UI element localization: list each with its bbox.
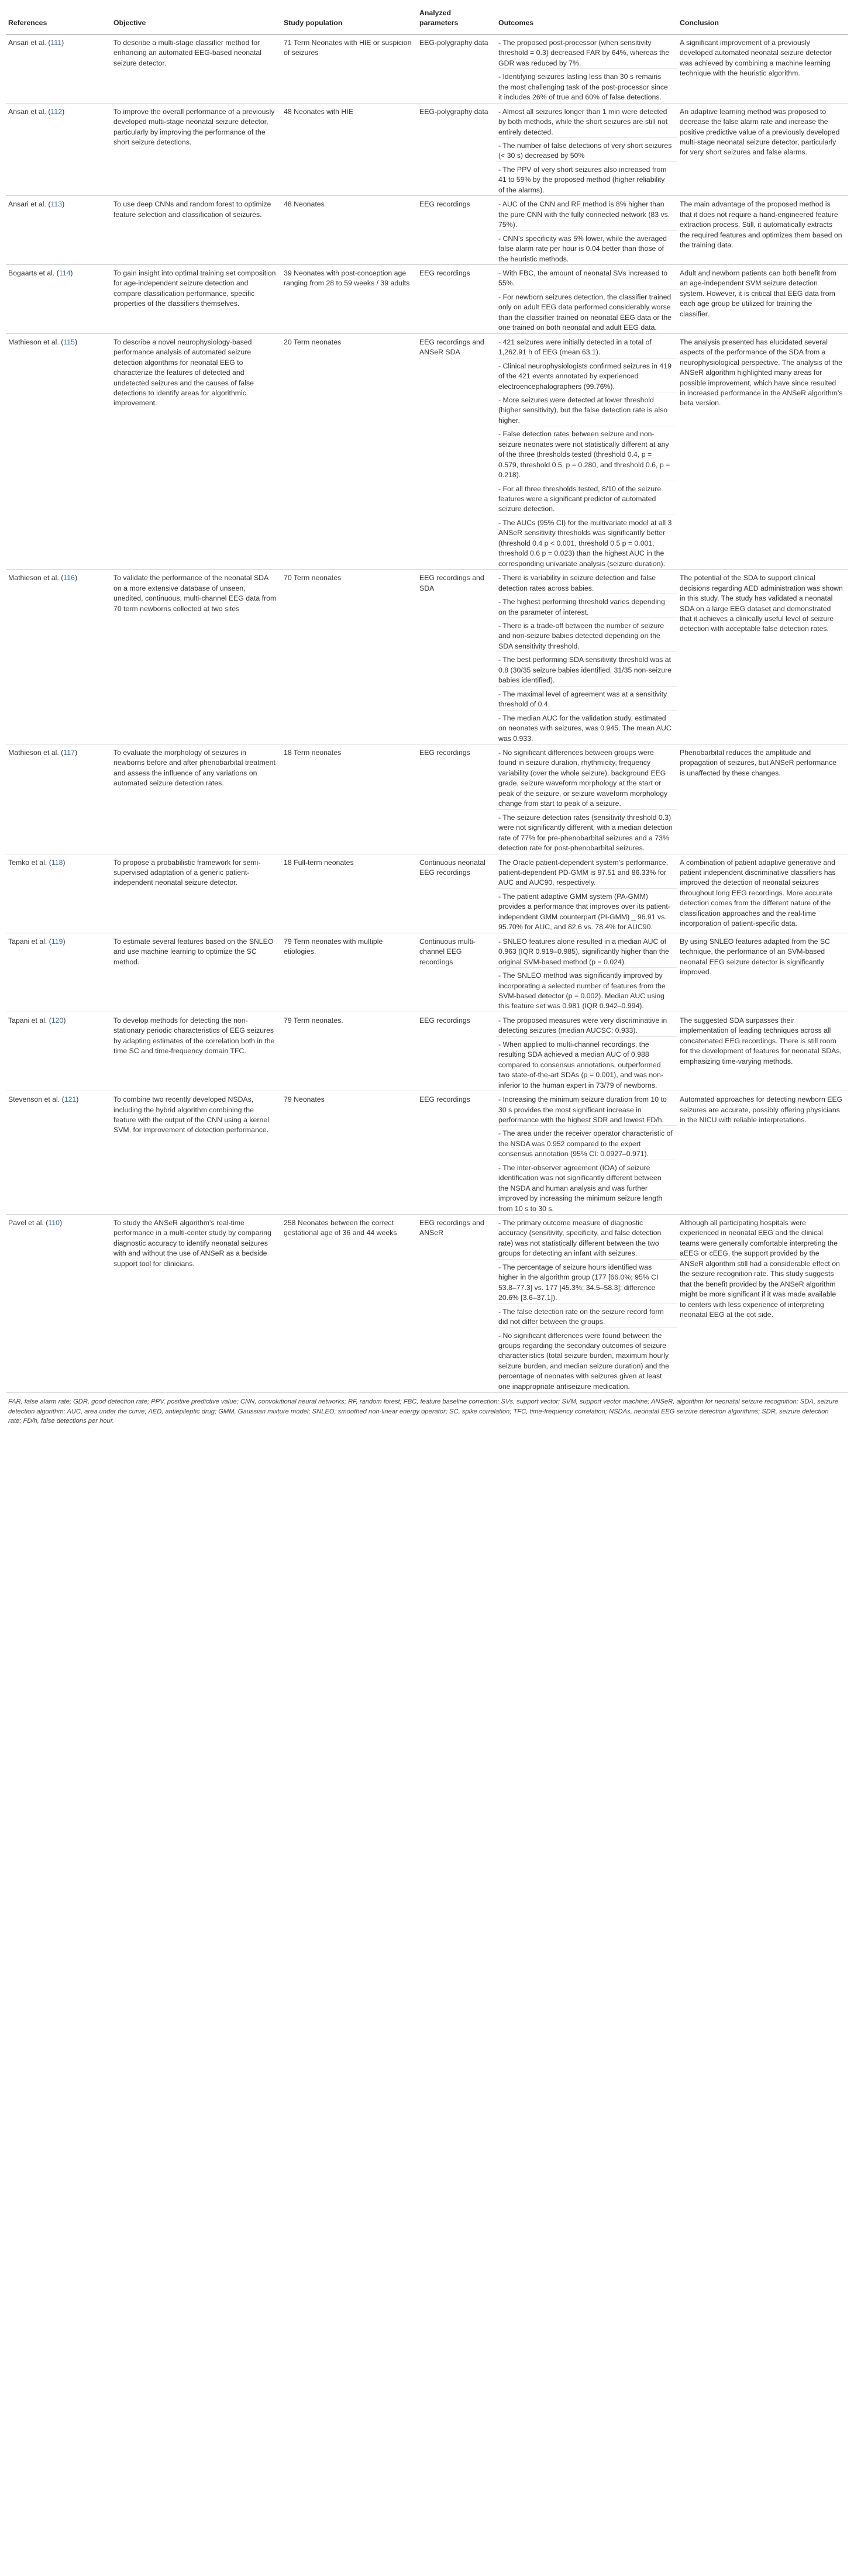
cell-outcome: - For newborn seizures detection, the classifier trained only on adult EEG data performed considerably worse than the classifier trained on neonatal EEG data or the one trained on both neonatal and adult EEG data. xyxy=(496,289,677,333)
cell-outcome: - The proposed measures were very discriminative in detecting seizures (median AUCSC: 0.933). xyxy=(496,1012,677,1036)
reference-link[interactable]: 117 xyxy=(63,749,75,757)
cell-outcome: - The highest performing threshold varies depending on the parameter of interest. xyxy=(496,594,677,618)
cell-population: 79 Term neonates. xyxy=(281,1012,417,1091)
cell-parameters: EEG recordings xyxy=(417,744,496,854)
reference-author: Stevenson et al. xyxy=(8,1095,60,1104)
table-row xyxy=(6,933,848,967)
cell-outcome: - 421 seizures were initially detected in a total of 1,262.91 h of EEG (mean 63.1). xyxy=(496,333,677,358)
cell-population: 79 Neonates xyxy=(281,1091,417,1215)
cell-conclusion: Automated approaches for detecting newborn EEG seizures are accurate, possibly offering physicians in the NICU with reliable interpretations. xyxy=(677,1091,848,1215)
cell-conclusion: The analysis presented has elucidated several aspects of the performance of the SDA from a neurophysiological perspective. The analysis of the ANSeR algorithm highlighted many areas for possible improvement, which have since resulted in increased performance in the ANSeR algorithm's beta version. xyxy=(677,333,848,570)
cell-conclusion: Adult and newborn patients can both benefit from an age-independent SVM seizure detection system. However, it is critical that EEG data from each age group be utilized for training the classifier. xyxy=(677,264,848,333)
cell-objective: To develop methods for detecting the non-stationary periodic characteristics of EEG seizures by adapting estimates of the correlation both in the time SC and time-frequency domain TFC. xyxy=(111,1012,281,1091)
cell-parameters: Continuous neonatal EEG recordings xyxy=(417,854,496,933)
reference-author: Mathieson et al. xyxy=(8,749,59,757)
cell-conclusion: The main advantage of the proposed method is that it does not require a hand-engineered feature extraction process. Still, it automatically extracts the required features and optimizes them based on the training data. xyxy=(677,196,848,265)
cell-outcome: - More seizures were detected at lower threshold (higher sensitivity), but the false detection rate is also higher. xyxy=(496,392,677,426)
cell-outcome: - For all three thresholds tested, 8/10 of the seizure features were a significant predictor of automated seizure detection. xyxy=(496,481,677,515)
cell-outcome: - AUC of the CNN and RF method is 8% higher than the pure CNN with the fully connected network (83 vs. 75%). xyxy=(496,196,677,230)
cell-objective: To validate the performance of the neonatal SDA on a more extensive database of unseen, unedited, continuous, multi-channel EEG data from 70 term newborns collected at two sites xyxy=(111,570,281,744)
reference-link[interactable]: 119 xyxy=(51,937,63,946)
cell-population: 48 Neonates with HIE xyxy=(281,103,417,196)
table-row xyxy=(6,333,848,358)
cell-conclusion: Phenobarbital reduces the amplitude and propagation of seizures, but ANSeR performance is unaffected by these changes. xyxy=(677,744,848,854)
cell-reference: Tapani et al. (119) xyxy=(6,933,111,1012)
table-row xyxy=(6,570,848,594)
cell-reference: Bogaarts et al. (114) xyxy=(6,264,111,333)
header-outcomes: Outcomes xyxy=(496,6,677,34)
cell-outcome: - The area under the receiver operator characteristic of the NSDA was 0.952 compared to the expert consensus annotation (95% CI: 0.0927–0.971). xyxy=(496,1126,677,1160)
cell-population: 48 Neonates xyxy=(281,196,417,265)
cell-outcome: - Identifying seizures lasting less than 30 s remains the most challenging task of the post-processor since it includes 26% of true and 60% of false detections. xyxy=(496,69,677,103)
table-row xyxy=(6,34,848,68)
reference-author: Ansari et al. xyxy=(8,38,46,47)
reference-link[interactable]: 120 xyxy=(51,1016,64,1025)
cell-population: 71 Term Neonates with HIE or suspicion of seizures xyxy=(284,38,412,57)
cell-parameters: EEG recordings xyxy=(417,1012,496,1091)
table-row xyxy=(6,1091,848,1126)
reference-author: Pavel et al. xyxy=(8,1219,44,1227)
cell-conclusion: The potential of the SDA to support clinical decisions regarding AED administration was shown in this study. The study has validated a neonatal SDA on a large EEG dataset and demonstrated that it achieves a clinically useful level of seizure detection with acceptable false detection rates. xyxy=(677,570,848,744)
cell-outcome: - False detection rates between seizure and non-seizure neonates were not statistically different at any of the three thresholds tested (threshold 0.4, p = 0.579, threshold 0.5, p = 0.280, and threshold 0.6, p = 0.218). xyxy=(496,426,677,481)
table-row xyxy=(6,196,848,230)
cell-objective: To propose a probabilistic framework for semi-supervised adaptation of a generic patient-independent neonatal seizure detector. xyxy=(111,854,281,933)
reference-author: Mathieson et al. xyxy=(8,574,59,582)
cell-parameters: EEG recordings xyxy=(417,264,496,333)
cell-outcome: - No significant differences were found between the groups regarding the secondary outcomes of seizure characteristics (total seizure burden, maximum hourly seizure burden, and median seizure duration) and the percentage of neonates with seizures given at least one inappropriate antiseizure medication. xyxy=(496,1327,677,1392)
cell-outcome: - SNLEO features alone resulted in a median AUC of 0.963 (IQR 0.919–0.985), significantly higher than the original SVM-based method (p = 0.024). xyxy=(496,933,677,967)
reference-link[interactable]: 113 xyxy=(50,200,63,209)
cell-outcome: - When applied to multi-channel recordings, the resulting SDA achieved a median AUC of 0.988 compared to consensus annotations, outperformed two state-of-the-art SDAs (p = 0.001), and was non-inferior to the human expert in 73/79 of newborns. xyxy=(496,1036,677,1091)
reference-author: Ansari et al. xyxy=(8,200,46,209)
cell-outcome: - The proposed post-processor (when sensitivity threshold = 0.3) decreased FAR by 64%, whereas the GDR was reduced by 7%. xyxy=(498,38,670,67)
header-analyzed-parameters: Analyzed parameters xyxy=(417,6,496,34)
reference-link[interactable]: 121 xyxy=(64,1095,77,1104)
cell-outcome: - The AUCs (95% CI) for the multivariate model at all 3 ANSeR sensitivity thresholds was significantly better (threshold 0.4 p < 0.001, threshold 0.5 p = 0.001, threshold 0.6 p = 0.023) than the highest AUC in the corresponding univariate analysis (seizure duration). xyxy=(496,515,677,569)
cell-outcome: - Increasing the minimum seizure duration from 10 to 30 s provides the most significant increase in performance with the highest SDR and lowest FD/h. xyxy=(496,1091,677,1126)
reference-link[interactable]: 115 xyxy=(63,337,75,346)
cell-parameters: EEG-polygraphy data xyxy=(417,103,496,196)
cell-outcome: - There is variability in seizure detection and false detection rates across babies. xyxy=(496,570,677,594)
header-study-population: Study population xyxy=(281,6,417,34)
reference-author: Ansari et al. xyxy=(8,107,46,116)
cell-outcome: - CNN's specificity was 5% lower, while the averaged false alarm rate per hour is 0.04 better than those of the heuristic methods. xyxy=(496,230,677,264)
reference-link[interactable]: 116 xyxy=(63,574,75,582)
cell-outcome: - Almost all seizures longer than 1 min were detected by both methods, while the short seizures are still not entirely detected. xyxy=(496,103,677,137)
cell-population: 258 Neonates between the correct gestational age of 36 and 44 weeks xyxy=(281,1215,417,1392)
cell-population: 79 Term neonates with multiple etiologies. xyxy=(281,933,417,1012)
cell-objective: To evaluate the morphology of seizures in newborns before and after phenobarbital treatment and assess the influence of any variations on automated seizure detection rates. xyxy=(111,744,281,854)
cell-conclusion: The suggested SDA surpasses their implementation of leading techniques across all concatenated EEG recordings. There is still room for the development of features for neonatal SDAs, emphasizing time-varying methods. xyxy=(677,1012,848,1091)
cell-parameters: EEG recordings and SDA xyxy=(417,570,496,744)
cell-outcome: - With FBC, the amount of neonatal SVs increased to 55%. xyxy=(496,264,677,289)
cell-parameters: EEG recordings xyxy=(417,196,496,265)
header-conclusion: Conclusion xyxy=(677,6,848,34)
cell-outcome: - The percentage of seizure hours identified was higher in the algorithm group (177 [66.0%; 95% CI 53.8–77.3] vs. 177 [45.3%; 34.5–58.3]; difference 20.6% [3.6–37.1]). xyxy=(496,1259,677,1303)
table-body xyxy=(6,34,848,1392)
cell-objective: To estimate several features based on the SNLEO and use machine learning to optimize the SC method. xyxy=(111,933,281,1012)
cell-reference: Ansari et al. (113) xyxy=(6,196,111,265)
cell-outcome: - The patient adaptive GMM system (PA-GMM) provides a performance that improves over its patient-independent GMM counterpart (PI-GMM) _ 96.91 vs. 95.70% for AUC, and 82.6 vs. 78.4% for AUC90. xyxy=(496,888,677,933)
cell-reference: Mathieson et al. (117) xyxy=(6,744,111,854)
table-row xyxy=(6,744,848,810)
cell-outcome: - Clinical neurophysiologists confirmed seizures in 419 of the 421 events annotated by experienced electroencephalographers (99.76%). xyxy=(496,358,677,392)
cell-parameters: EEG recordings and ANSeR SDA xyxy=(417,333,496,570)
cell-objective: To describe a novel neurophysiology-based performance analysis of automated seizure detection algorithms for neonatal EEG to characterize the features of detected and undetected seizures and the causes of false detections to identify areas for algorithmic improvement. xyxy=(111,333,281,570)
cell-outcome: - The PPV of very short seizures also increased from 41 to 59% by the proposed method (higher reliability of the alarms). xyxy=(496,161,677,195)
cell-reference: Ansari et al. (111) xyxy=(8,38,64,47)
cell-objective: To study the ANSeR algorithm's real-time performance in a multi-center study by comparing diagnostic accuracy to identify neonatal seizures with and without the use of ANSeR as a bedside support tool for clinicians. xyxy=(111,1215,281,1392)
cell-outcome: - The median AUC for the validation study, estimated on neonates with seizures, was 0.945. The mean AUC was 0.933. xyxy=(496,710,677,744)
cell-reference: Temko et al. (118) xyxy=(6,854,111,933)
reference-link[interactable]: 110 xyxy=(48,1219,60,1227)
cell-conclusion: A combination of patient adaptive generative and patient independent discriminative classifiers has improved the detection of neonatal seizures throughout long EEG recordings. More accurate detection comes from the different nature of the classification approaches and the real-time incorporation of patient-specific data. xyxy=(677,854,848,933)
cell-conclusion: A significant improvement of a previously developed automated neonatal seizure detector was achieved by combining a machine learning technique with the heuristic algorithm. xyxy=(680,38,832,78)
reference-link[interactable]: 114 xyxy=(58,268,71,277)
reference-link[interactable]: 111 xyxy=(50,38,62,47)
table-footnote: FAR, false alarm rate; GDR, good detection rate; PPV, positive predictive value; CNN, convolutional neural networks; RF, random forest; FBC, feature baseline correction; SVs, support vector; SVM, support vector machine; ANSeR, algorithm for neonatal seizure recognition; SDA, seizure detection algorithm; AUC, area under the curve; AED, antiepileptic drug; GMM, Gaussian mixture model; SNLEO, smoothed non-linear energy operator; SC, spike correlation; TFC, time-frequency correlation; NSDAs, neonatal EEG seizure detection algorithms; SDR, seizure detection rate; FD/h, false detections per hour. xyxy=(6,1392,848,1426)
reference-author: Temko et al. xyxy=(8,858,47,867)
cell-reference: Stevenson et al. (121) xyxy=(6,1091,111,1215)
reference-author: Tapani et al. xyxy=(8,1016,47,1025)
table-row xyxy=(6,264,848,289)
cell-population: 39 Neonates with post-conception age ranging from 28 to 59 weeks / 39 adults xyxy=(281,264,417,333)
table-row xyxy=(6,103,848,137)
reference-author: Mathieson et al. xyxy=(8,337,59,346)
reference-link[interactable]: 118 xyxy=(51,858,63,867)
cell-conclusion: By using SNLEO features adapted from the SC technique, the performance of an SVM-based neonatal EEG seizure detector is significantly improved. xyxy=(677,933,848,1012)
cell-outcome: - The number of false detections of very short seizures (< 30 s) decreased by 50% xyxy=(496,137,677,161)
cell-reference: Ansari et al. (112) xyxy=(6,103,111,196)
cell-population: 20 Term neonates xyxy=(281,333,417,570)
cell-parameters: EEG recordings xyxy=(417,1091,496,1215)
cell-reference: Pavel et al. (110) xyxy=(6,1215,111,1392)
header-references: References xyxy=(6,6,111,34)
cell-population: 18 Full-term neonates xyxy=(281,854,417,933)
reference-author: Tapani et al. xyxy=(8,937,47,946)
cell-outcome: - The SNLEO method was significantly improved by incorporating a selected number of features from the SVM-based detector (p = 0.002). Median AUC using this feature set was 0.981 (IQR 0.942–0.994). xyxy=(496,968,677,1012)
cell-reference: Mathieson et al. (116) xyxy=(6,570,111,744)
table-header xyxy=(6,6,848,34)
cell-outcome: - The best performing SDA sensitivity threshold was at 0.8 (30/35 seizure babies identified, 31/35 non-seizure babies identified). xyxy=(496,652,677,686)
cell-objective: To use deep CNNs and random forest to optimize feature selection and classification of seizures. xyxy=(111,196,281,265)
table-row xyxy=(6,1012,848,1036)
cell-parameters: EEG recordings and ANSeR xyxy=(417,1215,496,1392)
studies-table xyxy=(6,6,848,1426)
cell-outcome: - The maximal level of agreement was at a sensitivity threshold of 0.4. xyxy=(496,686,677,710)
cell-conclusion: An adaptive learning method was proposed to decrease the false alarm rate and increase the positive predictive value of a previously developed multi-stage neonatal seizure detector, particularly for very short seizures and false alarms. xyxy=(677,103,848,196)
cell-outcome: - The inter-observer agreement (IOA) of seizure identification was not significantly different between the NSDA and human analysis and was further improved by increasing the minimum seizure length from 10 s to 30 s. xyxy=(496,1160,677,1214)
header-objective: Objective xyxy=(111,6,281,34)
table-row xyxy=(6,1215,848,1260)
cell-objective: To gain insight into optimal training set composition for age-independent seizure detection and compare classification performance, specific properties of the classifiers themselves. xyxy=(111,264,281,333)
cell-objective: To describe a multi-stage classifier method for enhancing an automated EEG-based neonatal seizure detector. xyxy=(113,38,261,67)
cell-reference: Mathieson et al. (115) xyxy=(6,333,111,570)
cell-outcome: - The false detection rate on the seizure record form did not differ between the groups. xyxy=(496,1303,677,1327)
cell-reference: Tapani et al. (120) xyxy=(6,1012,111,1091)
table-row xyxy=(6,854,848,888)
cell-objective: To improve the overall performance of a previously developed multi-stage neonatal seizure detector, particularly by improving the performance of the short seizure detections. xyxy=(111,103,281,196)
cell-parameters: Continuous multi-channel EEG recordings xyxy=(417,933,496,1012)
cell-outcome: - The seizure detection rates (sensitivity threshold 0.3) were not significantly different, with a median detection rate of 77% for pre-phenobarbital seizures and a 73% detection rate for post-phenobarbital seizures. xyxy=(496,809,677,854)
cell-outcome: The Oracle patient-dependent system's performance, patient-dependent PD-GMM is 97.51 and 86.33% for AUC and AUC90, respectively. xyxy=(496,854,677,888)
cell-outcome: - No significant differences between groups were found in seizure duration, rhythmicity, frequency variability (over the whole seizure), background EEG grade, seizure waveform morphology at the start or peak of the seizure, or seizure waveform morphology change from start to peak of a seizure. xyxy=(496,744,677,810)
reference-author: Bogaarts et al. xyxy=(8,268,55,277)
cell-outcome: - The primary outcome measure of diagnostic accuracy (sensitivity, specificity, and false detection rate) was not statistically different between the two groups for detecting an infant with seizures. xyxy=(496,1215,677,1260)
reference-link[interactable]: 112 xyxy=(50,107,63,116)
cell-conclusion: Although all participating hospitals were experienced in neonatal EEG and the clinical teams were generally comfortable interpreting the aEEG or cEEG, the support provided by the ANSeR algorithm still had a considerable effect on the seizure recognition rate. This study suggests that the benefit provided by the ANSeR algorithm might be more significant if it was made available to centers with less experience of interpreting neonatal EEG at the cot side. xyxy=(677,1215,848,1392)
cell-outcome: - There is a trade-off between the number of seizure and non-seizure babies detected depending on the SDA sensitivity threshold. xyxy=(496,618,677,652)
cell-population: 18 Term neonates xyxy=(281,744,417,854)
cell-population: 70 Term neonates xyxy=(281,570,417,744)
cell-parameters: EEG-polygraphy data xyxy=(419,38,488,47)
cell-objective: To combine two recently developed NSDAs, including the hybrid algorithm combining the feature with the output of the CNN using a kernel SVM, for improvement of detection performance. xyxy=(111,1091,281,1215)
